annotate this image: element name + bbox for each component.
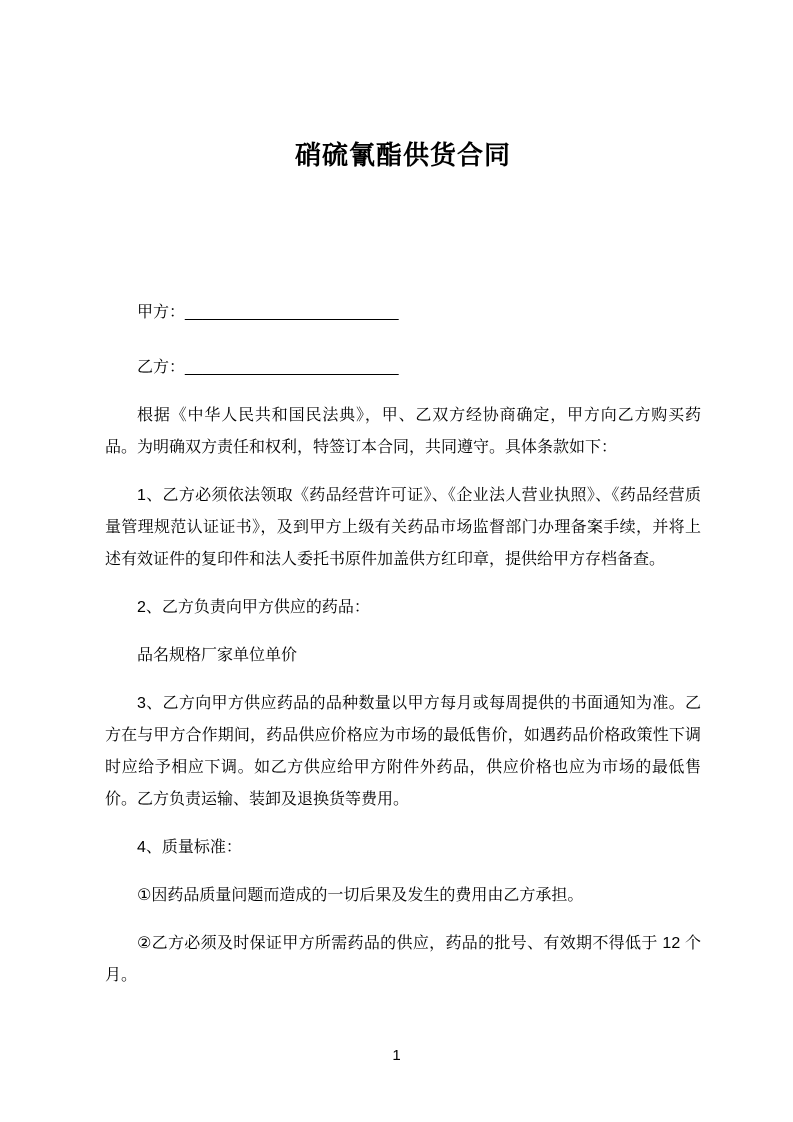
party-a-blank-line: ________________________: [185, 304, 399, 321]
document-title: 硝硫氰酯供货合同: [294, 140, 511, 170]
party-a-row: [105, 297, 701, 329]
party-b-label: 乙方：: [137, 359, 186, 376]
paragraph-clause-2: 2、乙方负责向甲方供应的药品：: [137, 599, 370, 616]
paragraph-clause-4-item-1: ①因药品质量问题而造成的一切后果及发生的费用由乙方承担。: [137, 887, 584, 904]
party-b-row: [105, 352, 701, 384]
paragraph-clause-1: 1、乙方必须依法领取《药品经营许可证》、《企业法人营业执照》、《药品经营质量管理规范认证证书》，及到甲方上级有关药品市场监督部门办理备案手续，并将上述有效证件的复印件和法人委托书原件加盖供方红印章，提供给甲方存档备查。: [105, 487, 701, 568]
paragraph-product-columns: 品名规格厂家单位单价: [137, 647, 298, 664]
party-a-label: 甲方：: [137, 304, 186, 321]
page-number: 1: [392, 1047, 401, 1064]
paragraph-clause-3: 3、乙方向甲方供应药品的品种数量以甲方每月或每周提供的书面通知为准。乙方在与甲方合作期间，药品供应价格应为市场的最低售价，如遇药品价格政策性下调时应给予相应下调。如乙方供应给甲方附件外药品，供应价格也应为市场的最低售价。乙方负责运输、装卸及退换货等费用。: [105, 695, 701, 808]
paragraph-clause-4-item-2: ②乙方必须及时保证甲方所需药品的供应，药品的批号、有效期不得低于 12 个月。: [105, 935, 701, 984]
party-b-blank-line: ________________________: [185, 359, 399, 376]
paragraph-preamble: 根据《中华人民共和国民法典》，甲、乙双方经协商确定，甲方向乙方购买药品。为明确双方责任和权利，特签订本合同，共同遵守。具体条款如下：: [105, 407, 701, 456]
paragraph-clause-4: 4、质量标准：: [137, 839, 242, 856]
